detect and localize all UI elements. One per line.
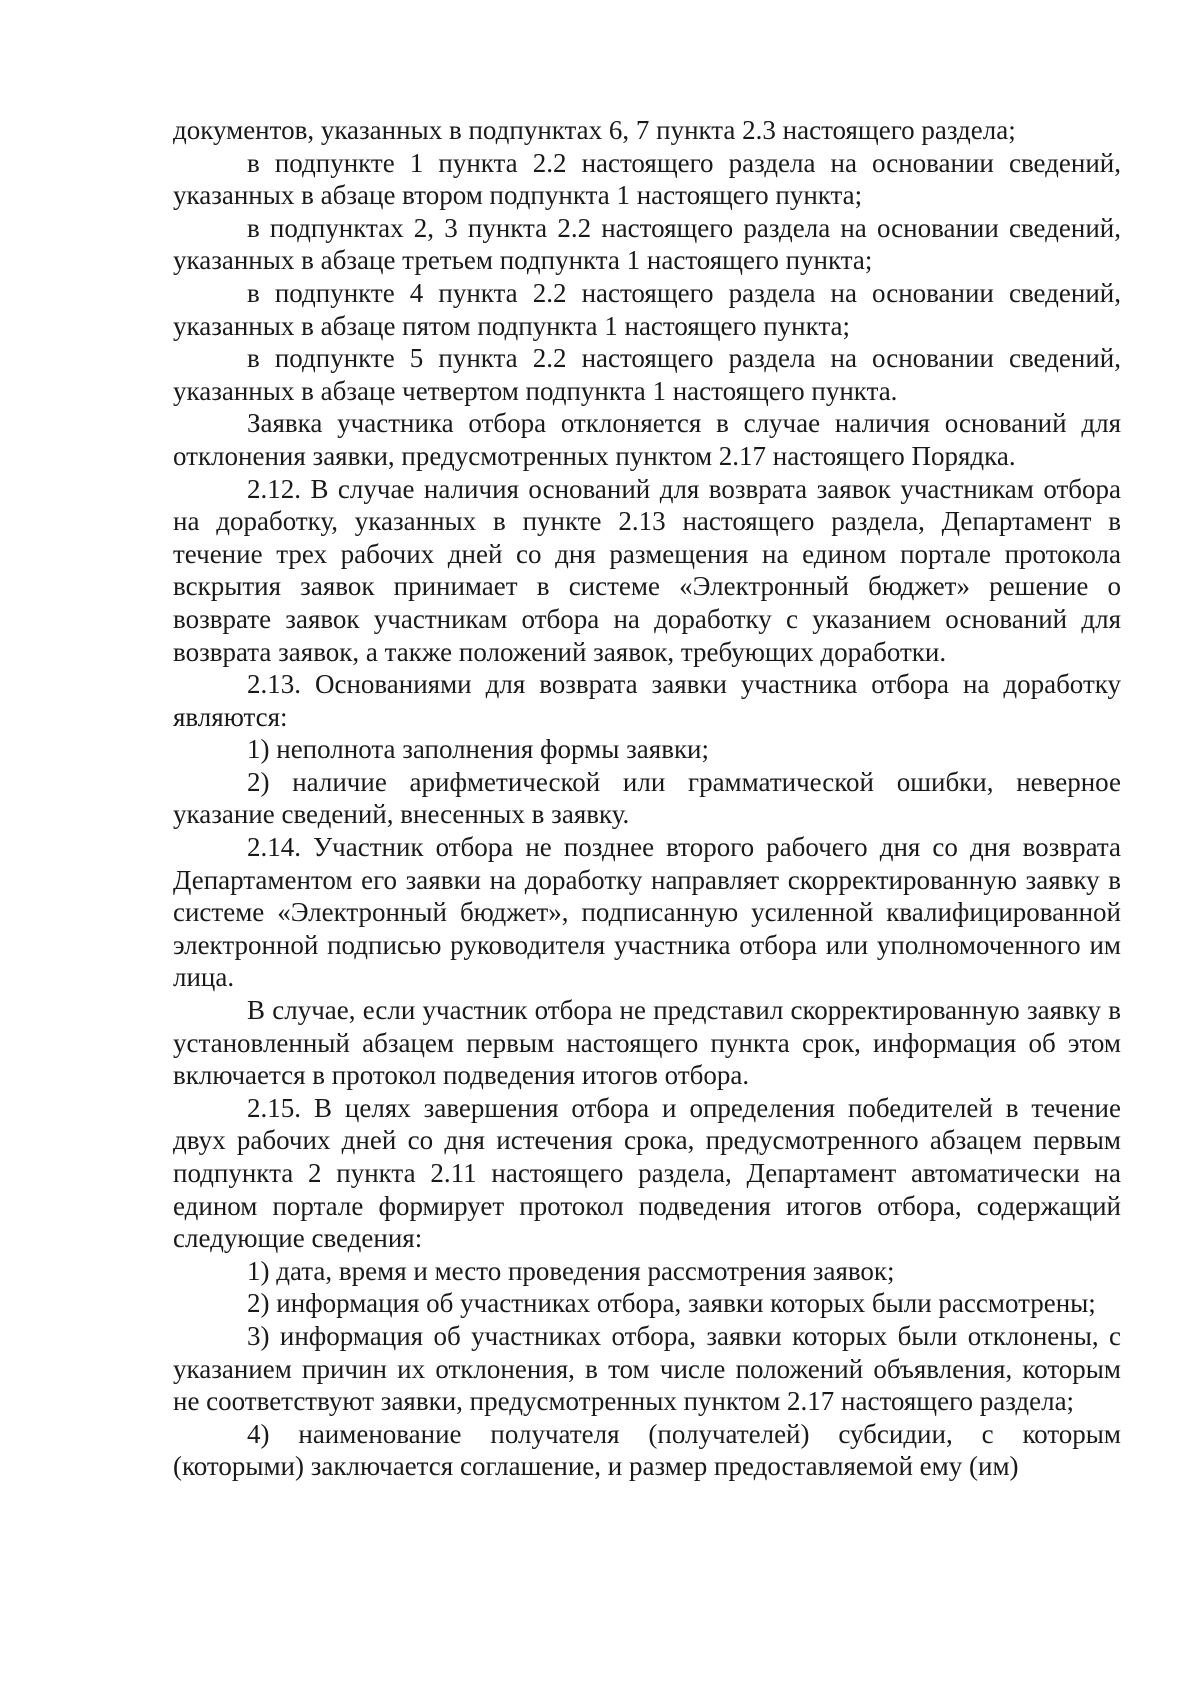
paragraph-5: в подпункте 5 пункта 2.2 настоящего раздела на основании сведений, указанных в абзаце четвертом подпункта 1 настоящего пункта. [173, 343, 1121, 406]
paragraph-1: документов, указанных в подпунктах 6, 7 пункта 2.3 настоящего раздела; [173, 115, 1016, 145]
paragraph-4: в подпункте 4 пункта 2.2 настоящего раздела на основании сведений, указанных в абзаце пятом подпункта 1 настоящего пункта; [173, 277, 1121, 341]
paragraph-17: 4) наименование получателя (получателей) субсидии, с которым (которыми) заключается соглашение, и размер предоставляемой ему (им) [173, 1418, 1121, 1482]
document-text [173, 114, 1121, 1483]
paragraph-6: Заявка участника отбора отклоняется в случае наличия оснований для отклонения заявки, предусмотренных пунктом 2.17 настоящего Порядка. [173, 408, 1121, 471]
paragraph-14: 1) дата, время и место проведения рассмотрения заявок; [247, 1255, 895, 1286]
paragraph-3: в подпунктах 2, 3 пункта 2.2 настоящего раздела на основании сведений, указанных в абзаце третьем подпункта 1 настоящего пункта; [173, 212, 1121, 276]
paragraph-13: 2.15. В целях завершения отбора и определения победителей в течение двух рабочих дней со дня истечения срока, предусмотренного абзацем первым подпункта 2 пункта 2.11 настоящего раздела, Департамент автоматически на едином портале формирует протокол подведения итогов отбора, содержащий следующие сведения: [173, 1092, 1121, 1254]
paragraph-11: 2.14. Участник отбора не позднее второго рабочего дня со дня возврата Департаментом его заявки на доработку направляет скорректированную заявку в системе «Электронный бюджет», подписанную усиленной квалифицированной электронной подписью руководителя участника отбора или уполномоченного им лица. [173, 832, 1121, 993]
paragraph-16: 3) информация об участниках отбора, заявки которых были отклонены, с указанием причин их отклонения, в том числе положений объявления, которым не соответствуют заявки, предусмотренных пунктом 2.17 настоящего раздела; [173, 1320, 1121, 1417]
paragraph-9: 1) неполнота заполнения формы заявки; [247, 734, 710, 765]
paragraph-15: 2) информация об участниках отбора, заявки которых были рассмотрены; [247, 1288, 1096, 1319]
paragraph-8: 2.13. Основаниями для возврата заявки участника отбора на доработку являются: [173, 669, 1121, 732]
paragraph-10: 2) наличие арифметической или грамматической ошибки, неверное указание сведений, внесенных в заявку. [173, 766, 1121, 830]
paragraph-7: 2.12. В случае наличия оснований для возврата заявок участникам отбора на доработку, указанных в пункте 2.13 настоящего раздела, Департамент в течение трех рабочих дней со дня размещения на едином портале протокола вскрытия заявок принимает в системе «Электронный бюджет» решение о возврате заявок участникам отбора на доработку с указанием оснований для возврата заявок, а также положений заявок, требующих доработки. [173, 473, 1121, 667]
paragraph-12: В случае, если участник отбора не представил скорректированную заявку в установленный абзацем первым настоящего пункта срок, информация об этом включается в протокол подведения итогов отбора. [173, 995, 1121, 1091]
paragraph-2: в подпункте 1 пункта 2.2 настоящего раздела на основании сведений, указанных в абзаце втором подпункта 1 настоящего пункта; [173, 147, 1121, 211]
